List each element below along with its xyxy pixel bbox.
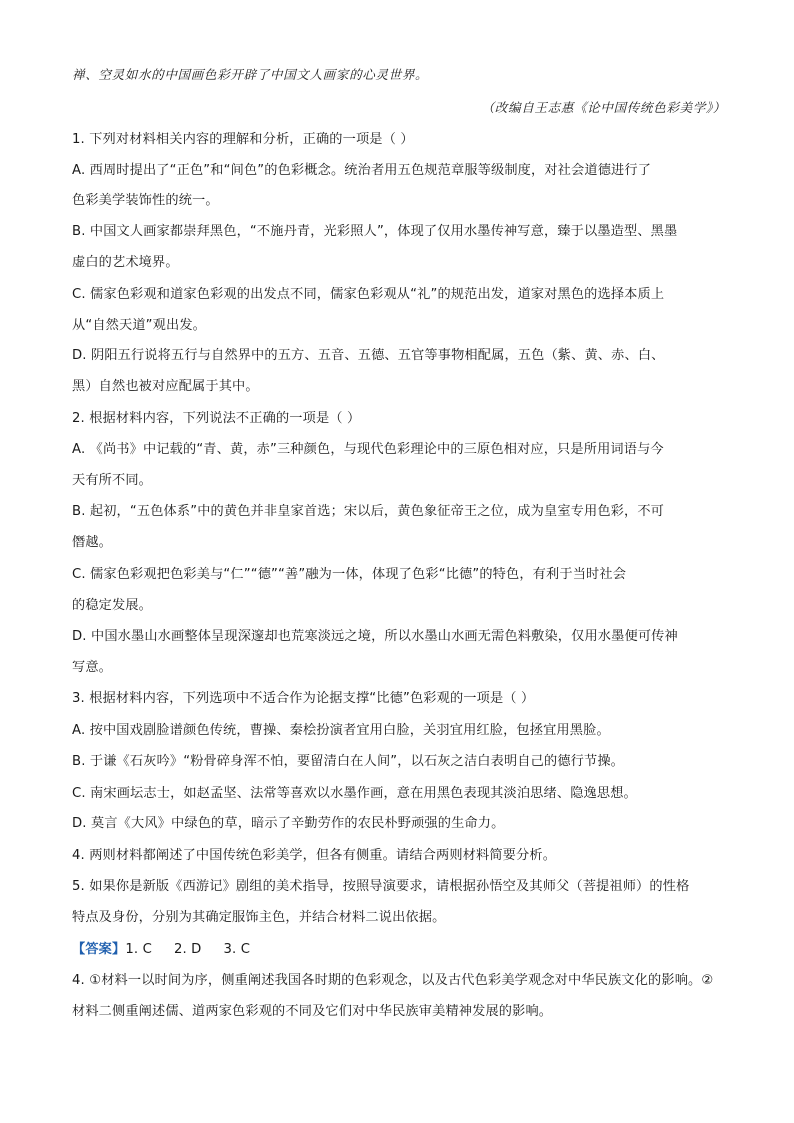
question-2-option-b-cont: 僭越。 — [72, 535, 113, 550]
question-3-option-c: C. 南宋画坛志士，如赵孟坚、法常等喜欢以水墨作画，意在用黑色表现其淡泊思绪、隐逸思想。 — [72, 786, 637, 801]
question-1-option-c: C. 儒家色彩观和道家色彩观的出发点不同，儒家色彩观从“礼”的规范出发，道家对黑色的选择本质上 — [72, 287, 665, 302]
question-1-option-a: A. 西周时提出了“正色”和“间色”的色彩概念。统治者用五色规范章服等级制度，对社会道德进行了 — [72, 163, 652, 178]
question-1-option-b-cont: 虚白的艺术境界。 — [72, 255, 179, 270]
passage-closing-line: 禅、空灵如水的中国画色彩开辟了中国文人画家的心灵世界。 — [72, 67, 429, 82]
answer-4-line-2: 材料二侧重阐述儒、道两家色彩观的不同及它们对中华民族审美精神发展的影响。 — [72, 1004, 553, 1019]
question-1-stem: 1. 下列对材料相关内容的理解和分析，正确的一项是（ ） — [72, 132, 414, 147]
question-1-option-d: D. 阴阳五行说将五行与自然界中的五方、五音、五德、五官等事物相配属，五色（紫、黄、赤、白、 — [72, 348, 665, 363]
question-1-option-b: B. 中国文人画家都崇拜黑色，“不施丹青，光彩照人”，体现了仅用水墨传神写意，臻于以墨造型、黑墨 — [72, 224, 678, 239]
question-5-stem: 5. 如果你是新版《西游记》剧组的美术指导，按照导演要求，请根据孙悟空及其师父（菩提祖师）的性格 — [72, 879, 690, 894]
question-3-option-a: A. 按中国戏剧脸谱颜色传统，曹操、秦桧扮演者宜用白脸，关羽宜用红脸，包拯宜用黑脸。 — [72, 723, 610, 738]
source-citation: （改编自王志惠《论中国传统色彩美学》） — [481, 100, 726, 115]
question-2-option-a: A. 《尚书》中记载的“青、黄，赤”三种颜色，与现代色彩理论中的三原色相对应，只是所用词语与今 — [72, 442, 664, 457]
answer-tag: 【答案】 — [72, 942, 126, 957]
answer-1: 1. C — [125, 942, 152, 957]
question-3-stem: 3. 根据材料内容，下列选项中不适合作为论据支撑“比德”色彩观的一项是（ ） — [72, 691, 535, 706]
question-1-option-d-cont: 黑）自然也被对应配属于其中。 — [72, 379, 259, 394]
question-3-option-b: B. 于谦《石灰吟》“粉骨碎身浑不怕，要留清白在人间”，以石灰之洁白表明自己的德行节操。 — [72, 754, 625, 769]
question-2-stem: 2. 根据材料内容，下列说法不正确的一项是（ ） — [72, 411, 361, 426]
question-2-option-c: C. 儒家色彩观把色彩美与“仁”“德”“善”融为一体，体现了色彩“比德”的特色，有利于当时社会 — [72, 567, 627, 582]
question-2-option-b: B. 起初，“五色体系”中的黄色并非皇家首选；宋以后，黄色象征帝王之位，成为皇室专用色彩，不可 — [72, 504, 665, 519]
question-2-option-d: D. 中国水墨山水画整体呈现深邃却也荒寒淡远之境，所以水墨山水画无需色料敷染，仅用水墨便可传神 — [72, 629, 678, 644]
question-3-option-d: D. 莫言《大风》中绿色的草，暗示了辛勤劳作的农民朴野顽强的生命力。 — [72, 816, 505, 831]
question-4-stem: 4. 两则材料都阐述了中国传统色彩美学，但各有侧重。请结合两则材料简要分析。 — [72, 848, 557, 863]
answer-line — [72, 941, 272, 959]
question-2-option-d-cont: 写意。 — [72, 660, 113, 675]
question-2-option-c-cont: 的稳定发展。 — [72, 598, 153, 613]
answer-3: 3. C — [223, 942, 251, 957]
question-1-option-a-cont: 色彩美学装饰性的统一。 — [72, 193, 219, 208]
question-5-stem-cont: 特点及身份，分别为其确定服饰主色，并结合材料二说出依据。 — [72, 910, 446, 925]
answer-2: 2. D — [173, 942, 202, 957]
answer-4-line-1: 4. ①材料一以时间为序，侧重阐述我国各时期的色彩观念，以及古代色彩美学观念对中华民族文化的影响。② — [72, 973, 714, 988]
question-1-option-c-cont: 从“自然天道”观出发。 — [72, 318, 207, 333]
question-2-option-a-cont: 天有所不同。 — [72, 473, 153, 488]
